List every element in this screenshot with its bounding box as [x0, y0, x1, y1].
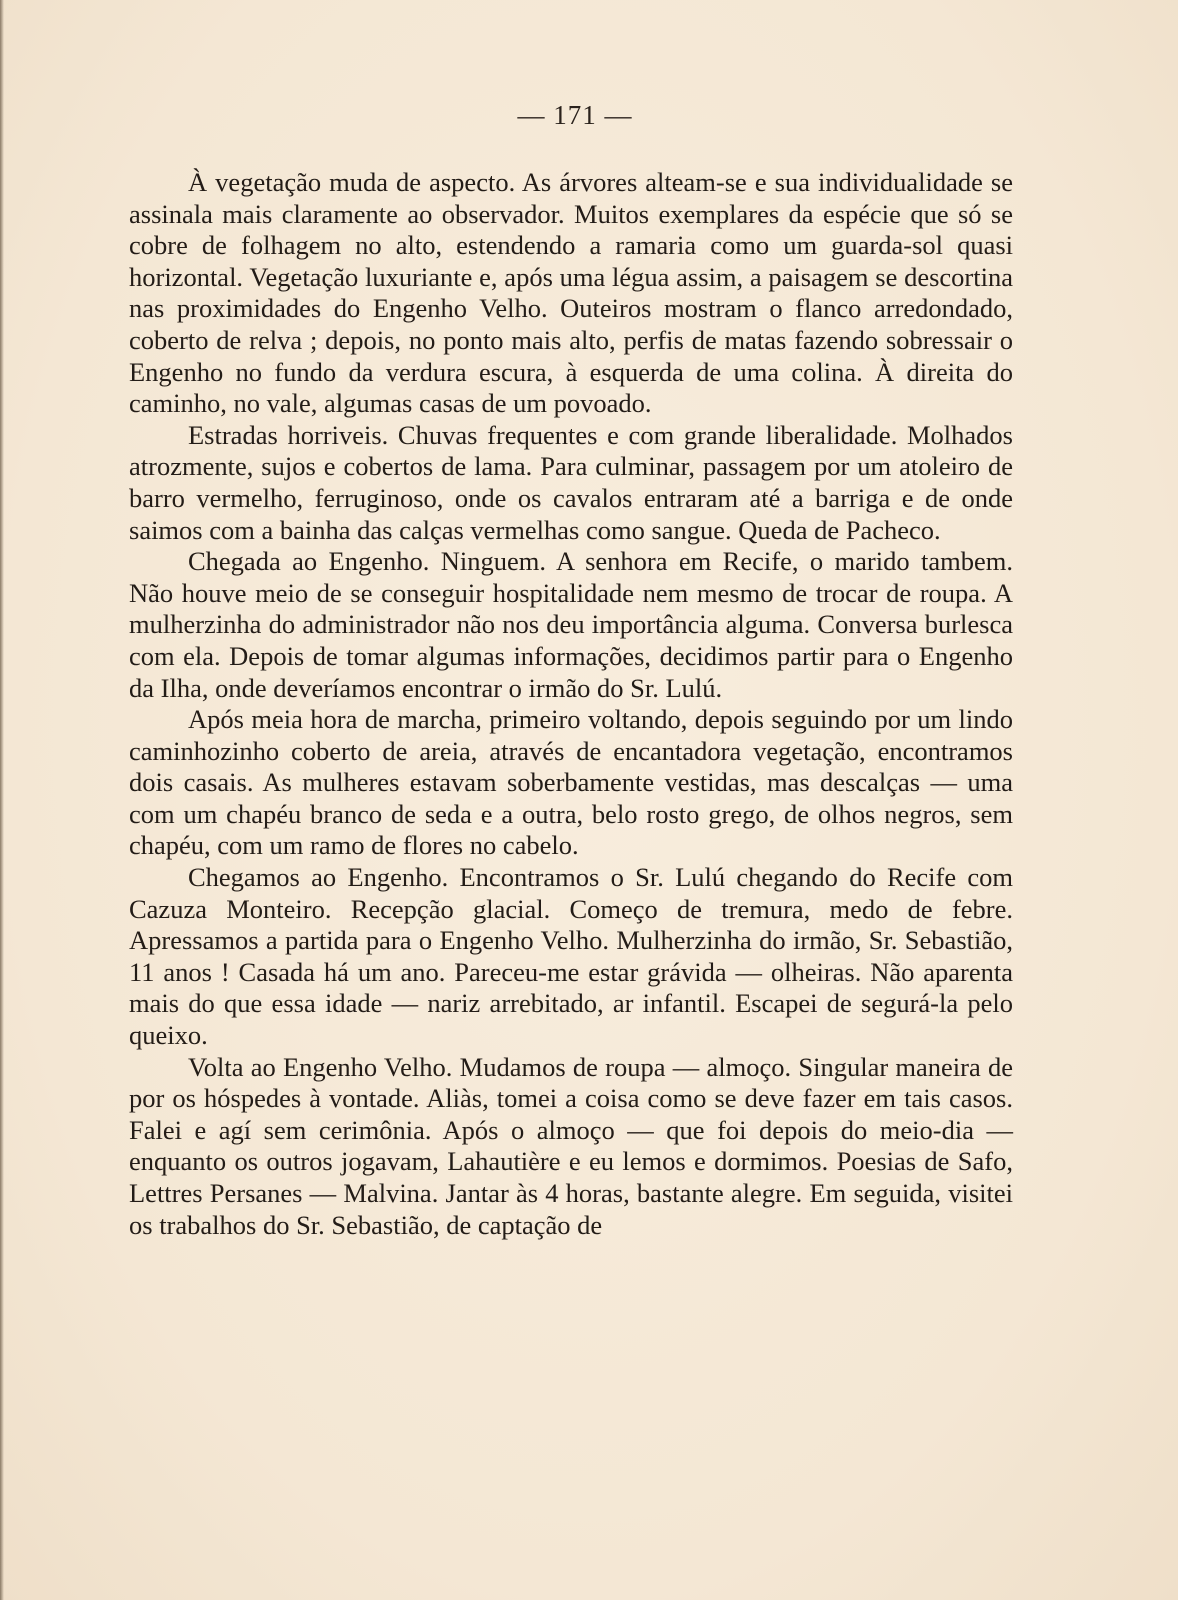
body-text	[129, 167, 1013, 1241]
page-number: — 171 —	[517, 100, 633, 130]
paragraph-6: Volta ao Engenho Velho. Mudamos de roupa — almoço. Singular maneira de por os hóspedes à vontade. Aliàs, tomei a coisa como se deve fazer em tais casos. Falei e agí sem cerimônia. Após o almoço — que foi depois do meio-dia — enquanto os outros jogavam, Lahautière e eu lemos e dormimos. Poesias de Safo, Lettres Persanes — Malvina. Jantar às 4 horas, bastante alegre. Em seguida, visitei os trabalhos do Sr. Sebastião, de captação de	[129, 1051, 1013, 1240]
paragraph-2: Estradas horriveis. Chuvas frequentes e com grande liberalidade. Molhados atrozmente, sujos e cobertos de lama. Para culminar, passagem por um atoleiro de barro vermelho, ferruginoso, onde os cavalos entraram até a barriga e de onde saimos com a bainha das calças vermelhas como sangue. Queda de Pacheco.	[129, 419, 1013, 545]
paragraph-4: Após meia hora de marcha, primeiro voltando, depois seguindo por um lindo caminhozinho coberto de areia, através de encantadora vegetação, encontramos dois casais. As mulheres estavam soberbamente vestidas, mas descalças — uma com um chapéu branco de seda e a outra, belo rosto grego, de olhos negros, sem chapéu, com um ramo de flores no cabelo.	[129, 704, 1013, 861]
page-binding-edge	[0, 0, 4, 1600]
paragraph-3: Chegada ao Engenho. Ninguem. A senhora em Recife, o marido tambem. Não houve meio de se conseguir hospitalidade nem mesmo de trocar de roupa. A mulherzinha do administrador não nos deu importância alguma. Conversa burlesca com ela. Depois de tomar algumas informações, decidimos partir para o Engenho da Ilha, onde deveríamos encontrar o irmão do Sr. Lulú.	[129, 546, 1013, 703]
paragraph-1: À vegetação muda de aspecto. As árvores alteam-se e sua individualidade se assinala mais claramente ao observador. Muitos exemplares da espécie que só se cobre de folhagem no alto, estendendo a ramaria como um guarda-sol quasi horizontal. Vegetação luxuriante e, após uma légua assim, a paisagem se descortina nas proximidades do Engenho Velho. Outeiros mostram o flanco arredondado, coberto de relva ; depois, no ponto mais alto, perfis de matas fazendo sobressair o Engenho no fundo da verdura escura, à esquerda de uma colina. À direita do caminho, no vale, algumas casas de um povoado.	[129, 167, 1013, 419]
paragraph-5: Chegamos ao Engenho. Encontramos o Sr. Lulú chegando do Recife com Cazuza Monteiro. Recepção glacial. Começo de tremura, medo de febre. Apressamos a partida para o Engenho Velho. Mulherzinha do irmão, Sr. Sebastião, 11 anos ! Casada há um ano. Pareceu-me estar grávida — olheiras. Não aparenta mais do que essa idade — nariz arrebitado, ar infantil. Escapei de segurá-la pelo queixo.	[129, 862, 1013, 1051]
